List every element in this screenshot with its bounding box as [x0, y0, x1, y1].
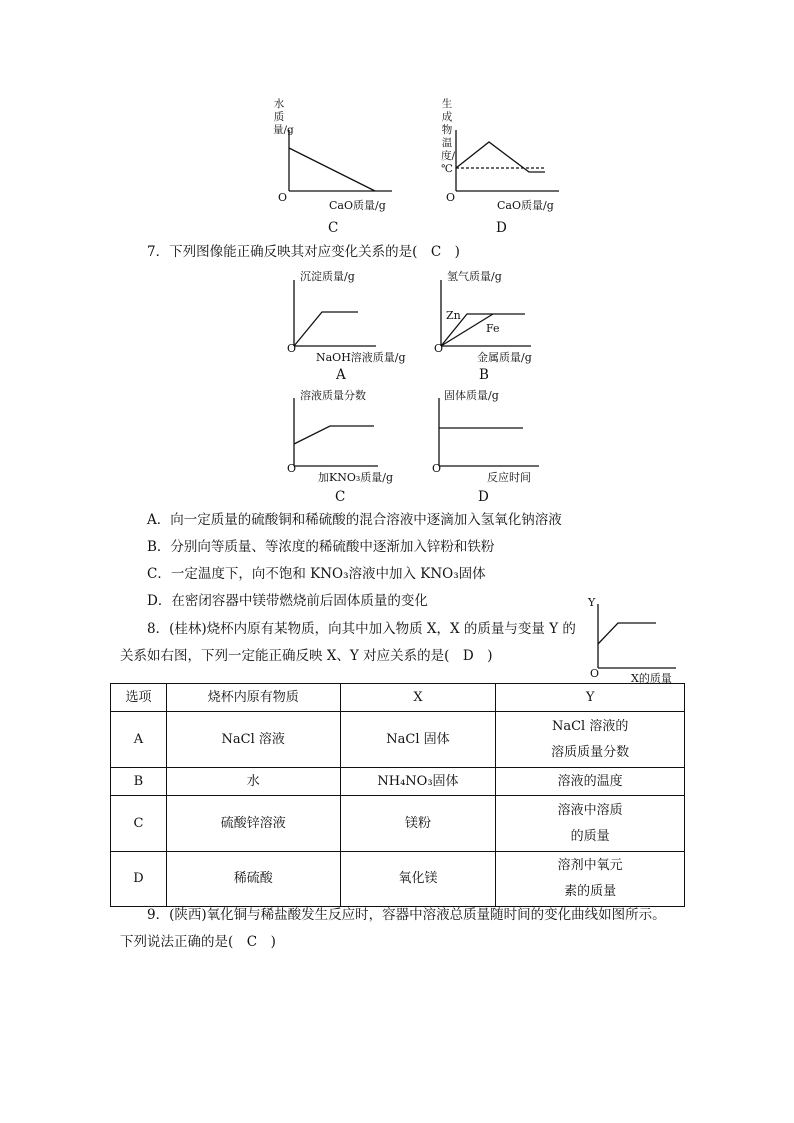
graph-7b-origin: O: [434, 342, 444, 355]
graph-q8-plot: [590, 598, 685, 673]
row-c-y: [496, 796, 685, 852]
graph-7d-plot: [431, 390, 546, 470]
graph-top-d-ylabel: 生成物温度/℃: [441, 98, 456, 175]
q7-option-b: B．分别向等质量、等浓度的稀硫酸中逐渐加入锌粉和铁粉: [147, 539, 495, 555]
graph-7a-ylabel: 沉淀质量/g: [300, 270, 355, 283]
water-mass-line: [289, 148, 375, 191]
graph-q8-ylabel: Y: [588, 596, 596, 609]
row-b-substance: 水: [166, 768, 340, 796]
table-row: [111, 712, 685, 768]
graph-7b-xlabel: 金属质量/g: [477, 351, 532, 364]
graph-q8-xlabel: X的质量: [631, 672, 672, 685]
q8-line1: 8．(桂林)烧杯内原有某物质，向其中加入物质 X，X 的质量与变量 Y 的: [147, 621, 576, 637]
row-c-option: C: [111, 796, 167, 852]
table-row: [111, 796, 685, 852]
table-header-row: [111, 684, 685, 712]
q7-option-c: C．一定温度下，向不饱和 KNO₃溶液中加入 KNO₃固体: [147, 566, 486, 582]
graph-7c-ylabel: 溶液质量分数: [300, 389, 366, 402]
row-a-x: NaCl 固体: [340, 712, 496, 768]
row-a-y-line1: NaCl 溶液的: [551, 718, 629, 734]
precipitate-curve: [294, 312, 358, 346]
graph-7c-origin: O: [287, 462, 297, 475]
row-a-substance: NaCl 溶液: [166, 712, 340, 768]
row-c-y-line2: 的质量: [570, 828, 610, 844]
header-y: Y: [496, 684, 685, 712]
graph-7d-xlabel: 反应时间: [487, 471, 531, 484]
graph-7a-caption: A: [336, 367, 346, 383]
table-row: [111, 768, 685, 796]
graph-7c-xlabel: 加KNO₃质量/g: [318, 471, 394, 484]
graph-q8-origin: O: [590, 667, 600, 680]
graph-7d-ylabel: 固体质量/g: [444, 389, 499, 402]
q7-stem: 7．下列图像能正确反映其对应变化关系的是( C ): [147, 244, 460, 260]
row-d-y: [496, 852, 685, 907]
row-a-y: [496, 712, 685, 768]
row-d-substance: 稀硫酸: [166, 852, 340, 907]
graph-top-c-origin: O: [278, 191, 288, 204]
row-a-y-line2: 溶质质量分数: [551, 744, 630, 760]
header-option: 选项: [111, 684, 167, 712]
row-b-y: 溶液的温度: [496, 768, 685, 796]
row-b-x: NH₄NO₃固体: [340, 768, 496, 796]
row-b-option: B: [111, 768, 167, 796]
graph-7c-caption: C: [335, 489, 346, 505]
row-d-option: D: [111, 852, 167, 907]
header-x: X: [340, 684, 496, 712]
graph-7b-caption: B: [479, 367, 489, 383]
graph-7a-origin: O: [287, 342, 297, 355]
graph-top-d-caption: D: [496, 220, 507, 236]
mass-fraction-curve: [294, 426, 374, 444]
row-d-y-line2: 素的质量: [564, 884, 617, 899]
graph-7d-caption: D: [478, 489, 489, 505]
row-c-y-line1: 溶液中溶质: [557, 802, 623, 818]
row-c-substance: 硫酸锌溶液: [166, 796, 340, 852]
graph-7b-ylabel: 氢气质量/g: [447, 270, 502, 283]
header-original-substance: 烧杯内原有物质: [166, 684, 340, 712]
y-curve: [598, 623, 656, 644]
graph-7c-plot: [286, 390, 386, 470]
row-a-option: A: [111, 712, 167, 768]
graph-7b-series-fe: Fe: [486, 322, 500, 335]
graph-top-d-xlabel: CaO质量/g: [497, 199, 554, 212]
graph-7a-xlabel: NaOH溶液质量/g: [316, 351, 406, 364]
q9-line1: 9．(陕西)氧化铜与稀盐酸发生反应时，容器中溶液总质量随时间的变化曲线如图所示。: [147, 907, 666, 923]
q8-line2: 关系如右图，下列一定能正确反映 X、Y 对应关系的是( D ): [120, 648, 493, 664]
graph-7d-origin: O: [432, 462, 442, 475]
graph-top-d-origin: O: [446, 191, 456, 204]
row-c-x: 镁粉: [340, 796, 496, 852]
graph-top-c-xlabel: CaO质量/g: [329, 199, 386, 212]
q7-option-a: A．向一定质量的硫酸铜和稀硫酸的混合溶液中逐滴加入氢氧化钠溶液: [147, 512, 562, 528]
q9-line2: 下列说法正确的是( C ): [120, 934, 276, 950]
graph-top-c-caption: C: [328, 220, 339, 236]
row-d-y-line1: 溶剂中氧元: [557, 858, 623, 873]
q8-options-table: [110, 683, 685, 907]
graph-top-c-ylabel: 水质量/g: [273, 98, 294, 136]
row-d-x: 氧化镁: [340, 852, 496, 907]
table-row: [111, 852, 685, 907]
graph-7b-series-zn: Zn: [446, 309, 461, 322]
q7-option-d: D．在密闭容器中镁带燃烧前后固体质量的变化: [147, 593, 428, 609]
graph-7a-plot: [286, 270, 386, 350]
